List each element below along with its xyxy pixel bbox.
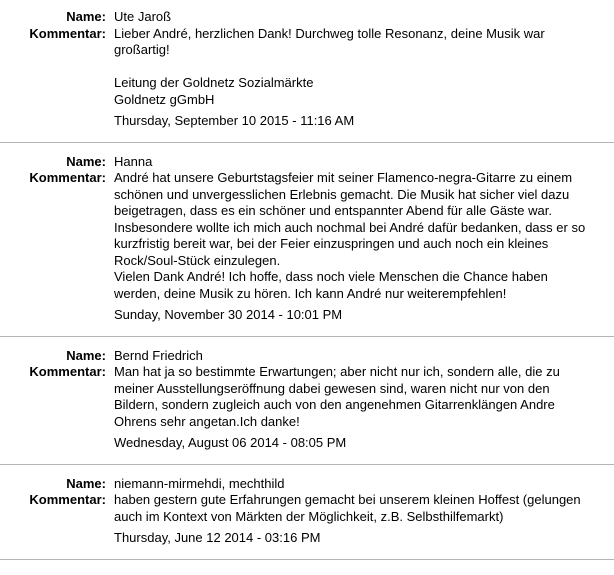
guestbook-entry xyxy=(0,0,614,143)
entry-comment: Man hat ja so bestimmte Erwartungen; aber nicht nur ich, sondern alle, die zu meiner Ausstellungseröffnung dabei gewesen sind, waren nicht nur von den Bildern, sondern zugleich auch von den angenehmen Gitarrenklängen Andre Ohrens sehr angetan.Ich danke! xyxy=(114,364,564,429)
entry-name: Bernd Friedrich xyxy=(114,347,203,363)
name-label: Name: xyxy=(66,347,106,363)
entry-comment: haben gestern gute Erfahrungen gemacht bei unserem kleinen Hoffest (gelungen auch im Kontext von Märkten der Möglichkeit, z.B. Selbsthilfemarkt) xyxy=(114,492,585,524)
comment-label: Kommentar: xyxy=(29,170,106,185)
comment-label: Kommentar: xyxy=(29,25,106,41)
entry-name: Ute Jaroß xyxy=(114,9,172,24)
guestbook-entry xyxy=(0,337,614,465)
name-label: Name: xyxy=(66,9,106,24)
entry-comment: Lieber André, herzlichen Dank! Durchweg tolle Resonanz, deine Musik war großartig! Leitung der Goldnetz Sozialmärkte Goldnetz gGmbH xyxy=(114,25,545,107)
entry-date: Thursday, September 10 2015 - 11:16 AM xyxy=(114,113,355,128)
comment-label: Kommentar: xyxy=(29,364,106,379)
entry-date: Sunday, November 30 2014 - 10:01 PM xyxy=(114,307,343,322)
name-label: Name: xyxy=(66,475,106,491)
name-label: Name: xyxy=(66,153,106,169)
entry-date: Wednesday, August 06 2014 - 08:05 PM xyxy=(114,435,347,450)
entry-name: niemann-mirmehdi, mechthild xyxy=(114,475,285,491)
guestbook-entry xyxy=(0,465,614,560)
entry-date: Thursday, June 12 2014 - 03:16 PM xyxy=(114,530,321,545)
entry-name: Hanna xyxy=(114,153,153,169)
entry-comment: André hat unsere Geburtstagsfeier mit seiner Flamenco-negra-Gitarre zu einem schönen und unvergesslichen Erlebnis gemacht. Die Musik hat sicher viel dazu beigetragen, dass es ein schöner und entspannter Abend für alle Gäste war. Insbesondere wollte ich mich auch nochmal bei André dafür bedanken, dass er so kurzfristig bereit war, bei der Feier einzuspringen und auch noch ein kleines Rock/Soul-Stück einzulegen. Vielen Dank André! Ich hoffe, dass noch viele Menschen die Chance haben werden, deine Musik zu hören. Ich kann André nur weiterempfehlen! xyxy=(114,170,586,301)
guestbook-entry xyxy=(0,143,614,337)
comment-label: Kommentar: xyxy=(29,492,106,507)
